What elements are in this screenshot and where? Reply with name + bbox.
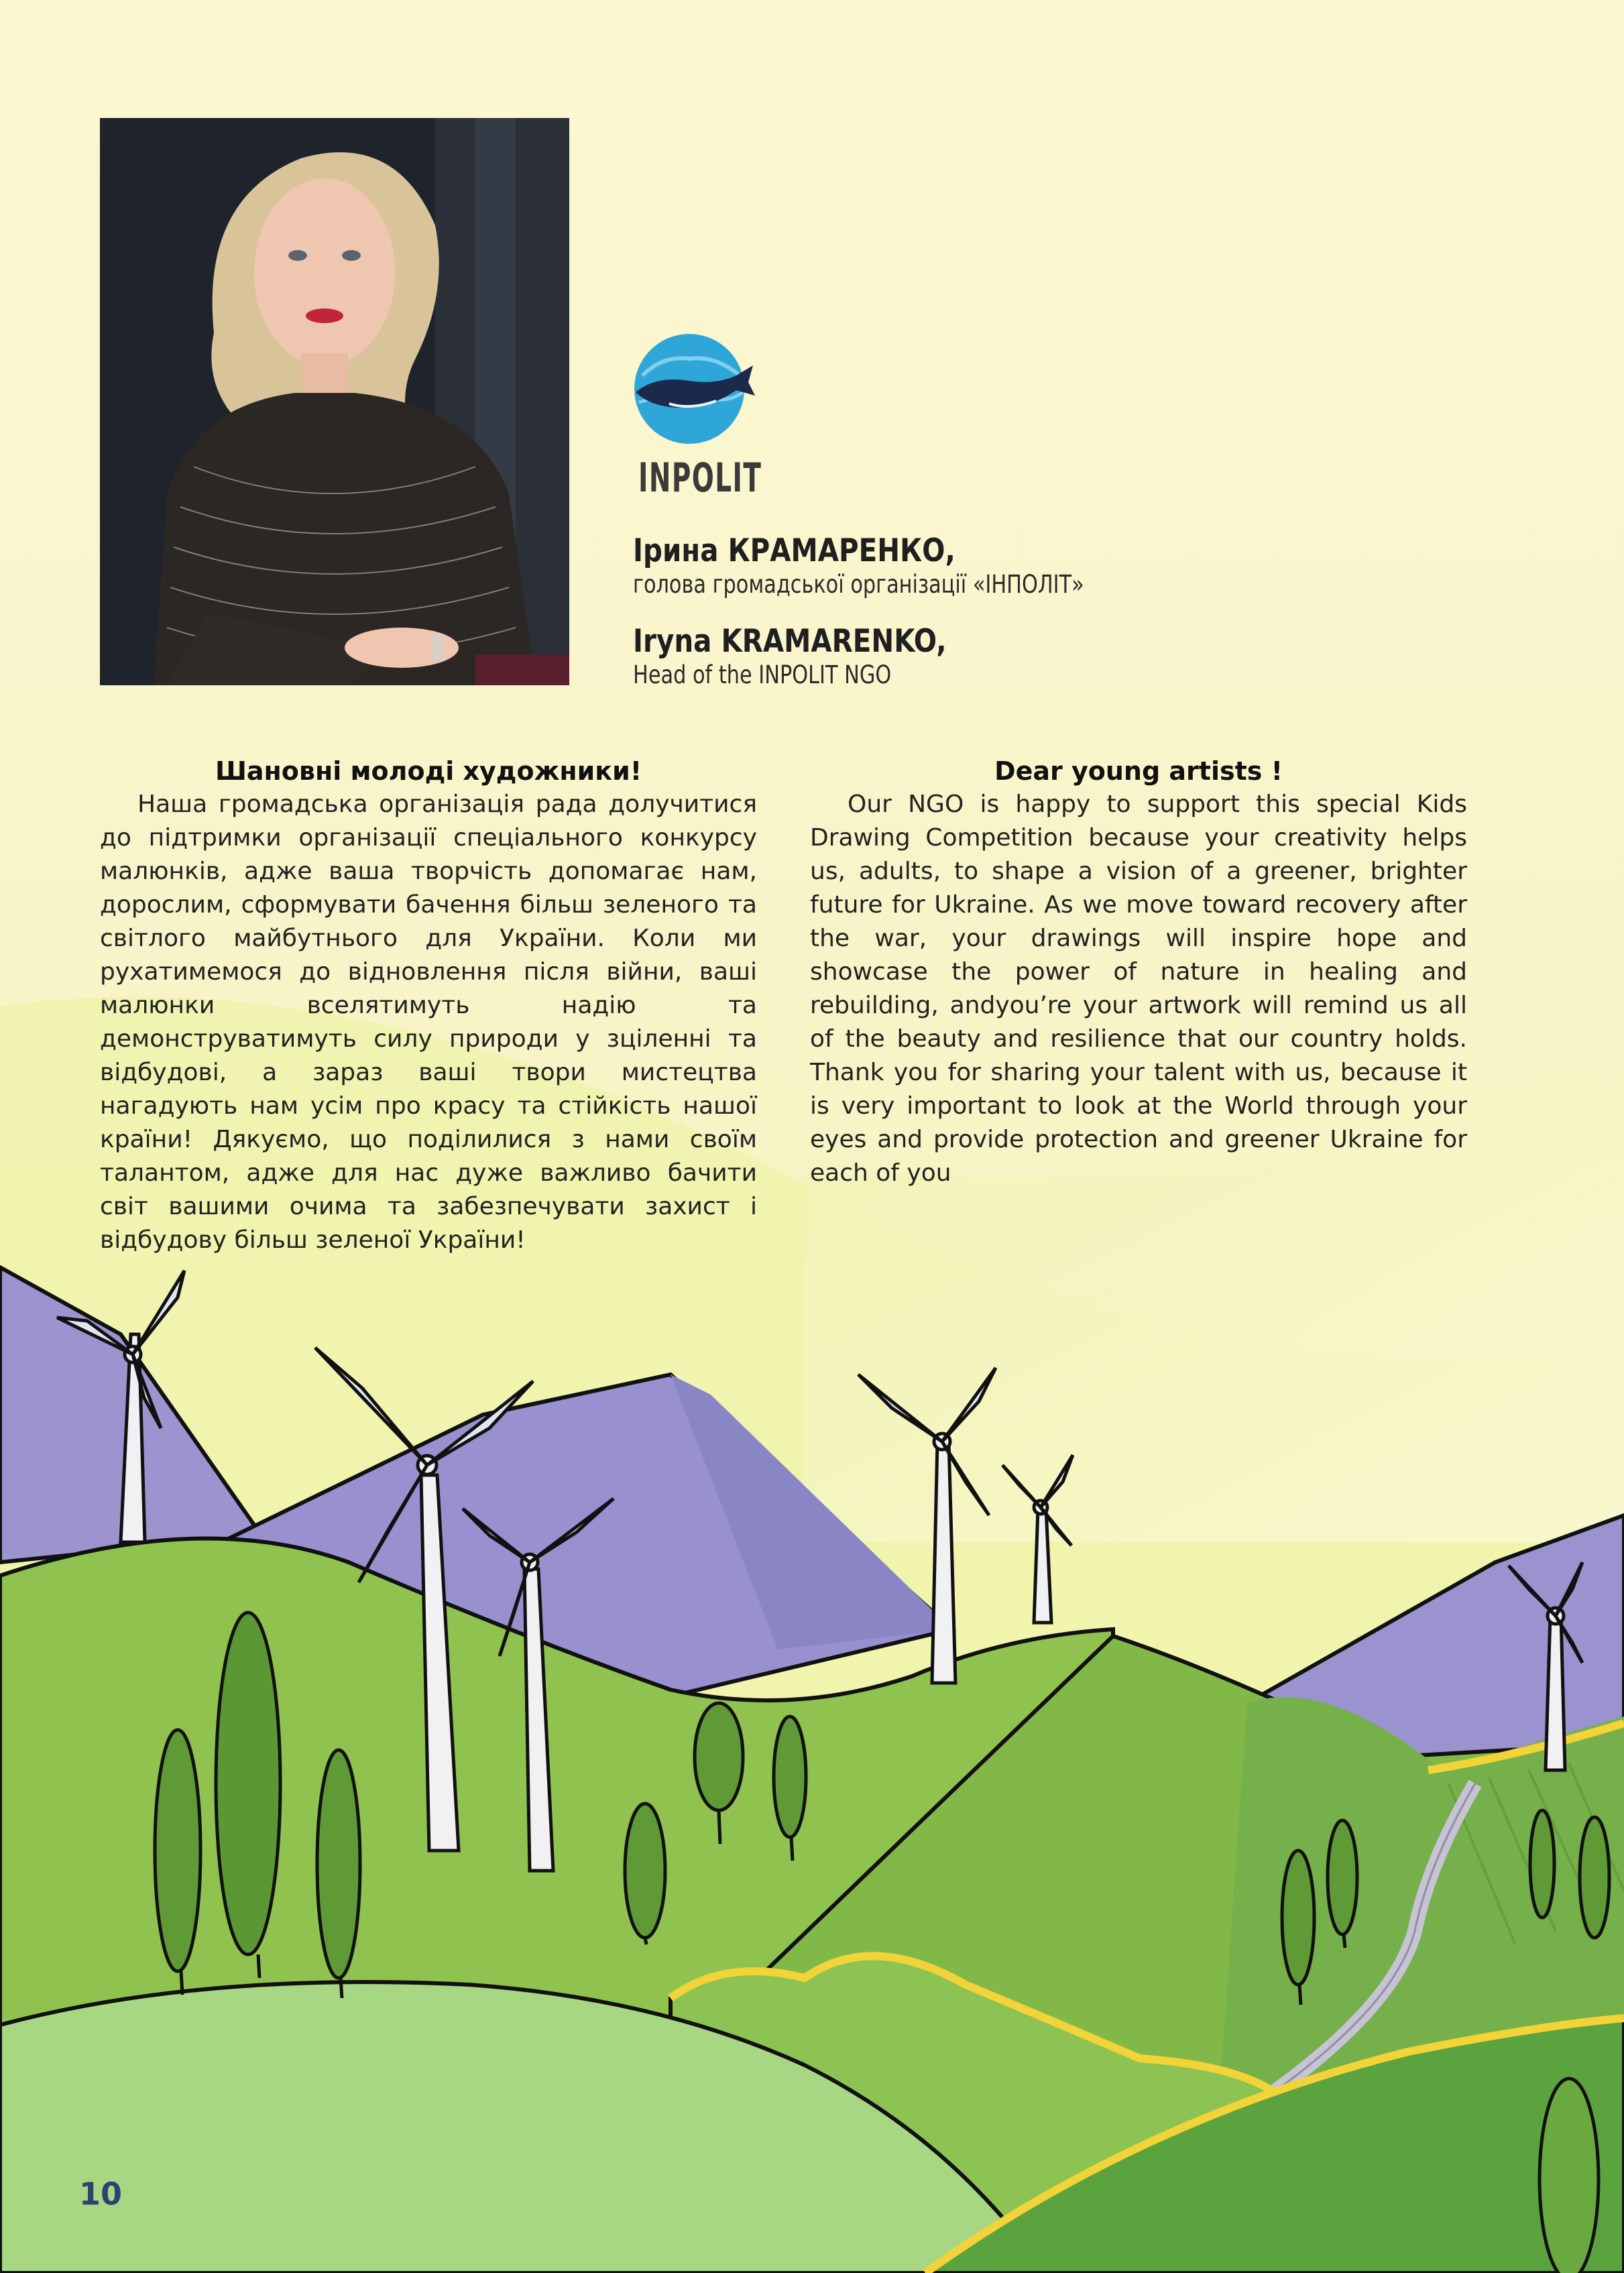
role-ua: голова громадської організації «ІНПОЛІТ» xyxy=(633,570,1084,599)
name-ua: Ірина КРАМАРЕНКО, xyxy=(633,532,955,569)
letter-ua-heading: Шановні молоді художники! xyxy=(215,756,642,786)
letter-ua xyxy=(100,754,757,1257)
portrait-photo xyxy=(100,118,569,685)
inpolit-logo xyxy=(624,329,762,506)
role-en: Head of the INPOLIT NGO xyxy=(633,660,892,689)
logo-text: INPOLIT xyxy=(638,455,762,502)
name-en: Iryna KRAMARENKO, xyxy=(633,622,947,660)
whale-globe-icon xyxy=(629,329,756,456)
letter-en-heading: Dear young artists ! xyxy=(994,756,1283,786)
person-names xyxy=(633,533,1236,689)
letter-ua-body: Наша громадська організація рада долучитися до підтримки організації спеціального конкурсу малюнків, адже ваша творчість допомагає нам, дорослим, сформувати бачення більш зеленого та світлого майбутнього для України. Коли ми рухатимемося до відновлення після війни, ваші малюнки вселятимуть надію та демонструватимуть силу природи у зціленні та відбудові, а зараз ваші твори мистецтва нагадують нам усім про красу та стійкість нашої країни! Дякуємо, що поділилися з нами своїм талантом, адже для нас дуже важливо бачити світ вашими очима та забезпечувати захист і відбудову більш зеленої України! xyxy=(100,791,757,1254)
letter-en-body: Our NGO is happy to support this special Kids Drawing Competition because your creativity helps us, adults, to shape a vision of a greener, brighter future for Ukraine. As we move toward recovery after the war, your drawings will inspire hope and showcase the power of nature in healing and rebuilding, andyou’re your artwork will remind us all of the beauty and resilience that our country holds. Thank you for sharing your talent with us, because it is very important to look at the World through your eyes and provide protection and greener Ukraine for each of you xyxy=(810,791,1467,1187)
letter-en xyxy=(810,754,1467,1190)
page-number: 10 xyxy=(79,2176,123,2212)
